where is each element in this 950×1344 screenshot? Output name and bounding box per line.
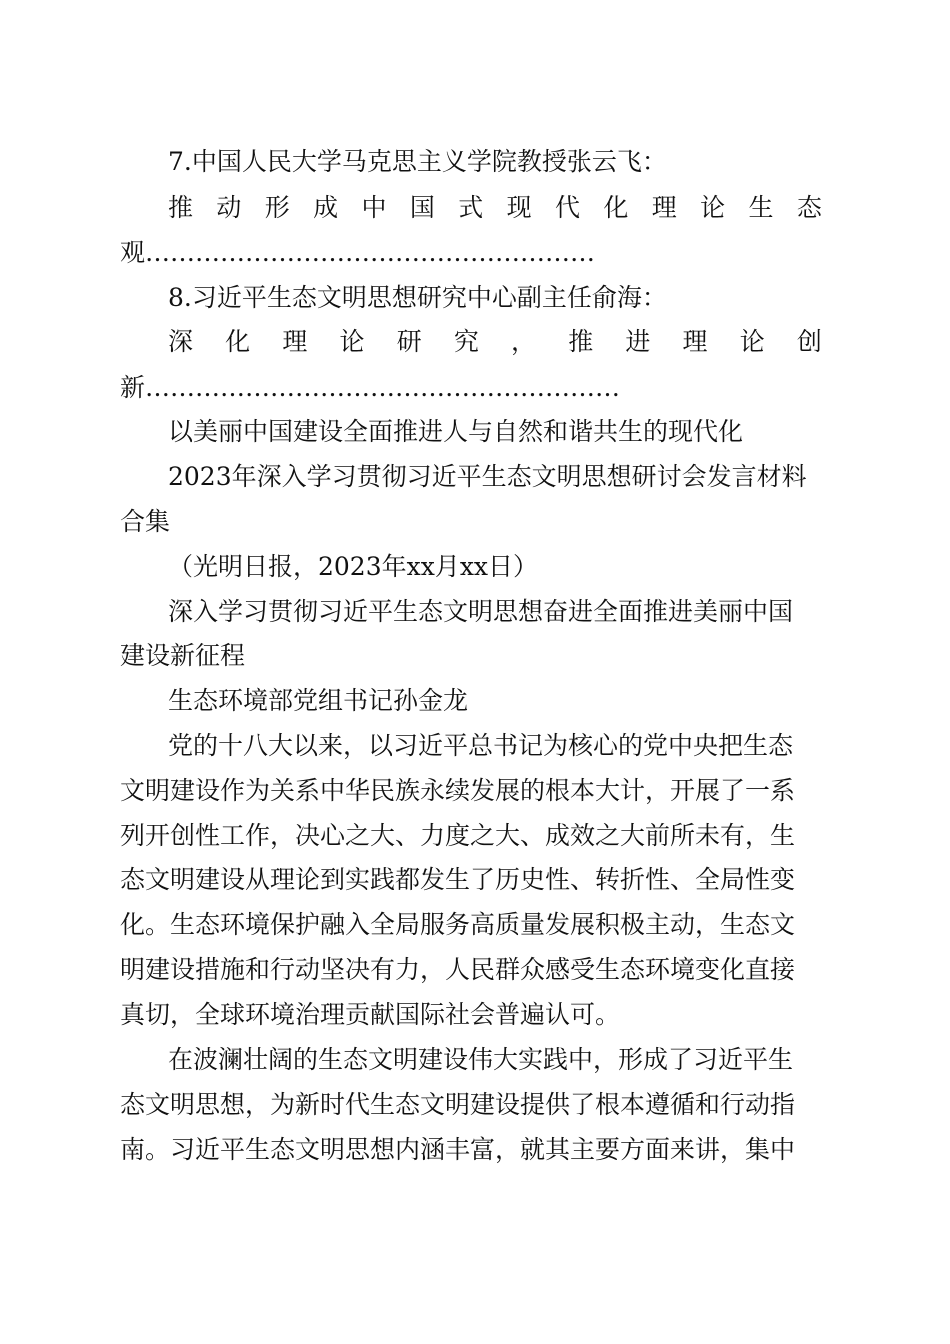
toc-char: 国 <box>409 193 435 222</box>
paragraph-1-line: 态文明建设从理论到实践都发生了历史性、转折性、全局性变 <box>120 865 796 894</box>
toc-char: 代 <box>555 193 581 222</box>
toc-entry-7-title[interactable] <box>168 186 822 230</box>
toc-char: 论 <box>339 327 365 356</box>
section-heading: 以美丽中国建设全面推进人与自然和谐共生的现代化 <box>168 417 744 446</box>
article-title-line-2: 建设新征程 <box>120 641 246 670</box>
toc-title-tail: 观 <box>120 238 146 267</box>
toc-char: 动 <box>216 193 242 222</box>
paragraph-1-line: 化。生态环境保护融入全局服务高质量发展积极主动，生态文 <box>120 910 796 939</box>
toc-entry-7-heading: 7.中国人民大学马克思主义学院教授张云飞： <box>168 147 667 176</box>
toc-char: 论 <box>739 327 765 356</box>
paragraph-1-line: 文明建设作为关系中华民族永续发展的根本大计，开展了一系 <box>120 776 796 805</box>
toc-char: 推 <box>568 327 594 356</box>
paragraph-1-line: 党的十八大以来，以习近平总书记为核心的党中央把生态 <box>168 731 794 760</box>
toc-leader-dots: ……………………………………………… <box>145 238 596 267</box>
paragraph-2-line: 态文明思想，为新时代生态文明建设提供了根本遵循和行动指 <box>120 1090 796 1119</box>
toc-char: 深 <box>168 327 194 356</box>
toc-char: 现 <box>506 193 532 222</box>
toc-char: 成 <box>313 193 339 222</box>
toc-char: 理 <box>651 193 677 222</box>
paragraph-1-line: 明建设措施和行动坚决有力，人民群众感受生态环境变化直接 <box>120 955 796 984</box>
toc-char: 论 <box>700 193 726 222</box>
toc-char: 式 <box>458 193 484 222</box>
toc-char: 推 <box>168 193 194 222</box>
toc-char: ， <box>511 327 537 356</box>
paragraph-2-line: 在波澜壮阔的生态文明建设伟大实践中，形成了习近平生 <box>168 1045 794 1074</box>
toc-char: 究 <box>453 327 479 356</box>
toc-char: 进 <box>625 327 651 356</box>
toc-char: 研 <box>396 327 422 356</box>
toc-title-tail: 新 <box>120 373 146 402</box>
toc-entry-8-heading: 8.习近平生态文明思想研究中心副主任俞海： <box>168 283 667 312</box>
paragraph-1-line: 列开创性工作，决心之大、力度之大、成效之大前所未有，生 <box>120 821 796 850</box>
collection-title-line-1: 2023年深入学习贯彻习近平生态文明思想研讨会发言材料 <box>168 462 807 491</box>
toc-char: 态 <box>796 193 822 222</box>
author-line: 生态环境部党组书记孙金龙 <box>168 686 469 715</box>
toc-char: 中 <box>361 193 387 222</box>
toc-entry-7-tail[interactable] <box>120 231 822 275</box>
article-title-line-1: 深入学习贯彻习近平生态文明思想奋进全面推进美丽中国 <box>168 597 794 626</box>
toc-char: 创 <box>796 327 822 356</box>
toc-char: 化 <box>225 327 251 356</box>
toc-leader-dots: ………………………………………………… <box>145 373 621 402</box>
toc-entry-8-tail[interactable] <box>120 366 822 410</box>
toc-char: 生 <box>748 193 774 222</box>
toc-entry-8-title[interactable] <box>168 320 822 364</box>
collection-title-line-2: 合集 <box>120 507 171 536</box>
toc-char: 理 <box>282 327 308 356</box>
paragraph-2-line: 南。习近平生态文明思想内涵丰富，就其主要方面来讲，集中 <box>120 1135 796 1164</box>
paragraph-1-line: 真切，全球环境治理贡献国际社会普遍认可。 <box>120 1000 621 1029</box>
toc-char: 形 <box>264 193 290 222</box>
source-line: （光明日报，2023年xx月xx日） <box>168 552 539 581</box>
toc-char: 化 <box>603 193 629 222</box>
toc-char: 理 <box>682 327 708 356</box>
